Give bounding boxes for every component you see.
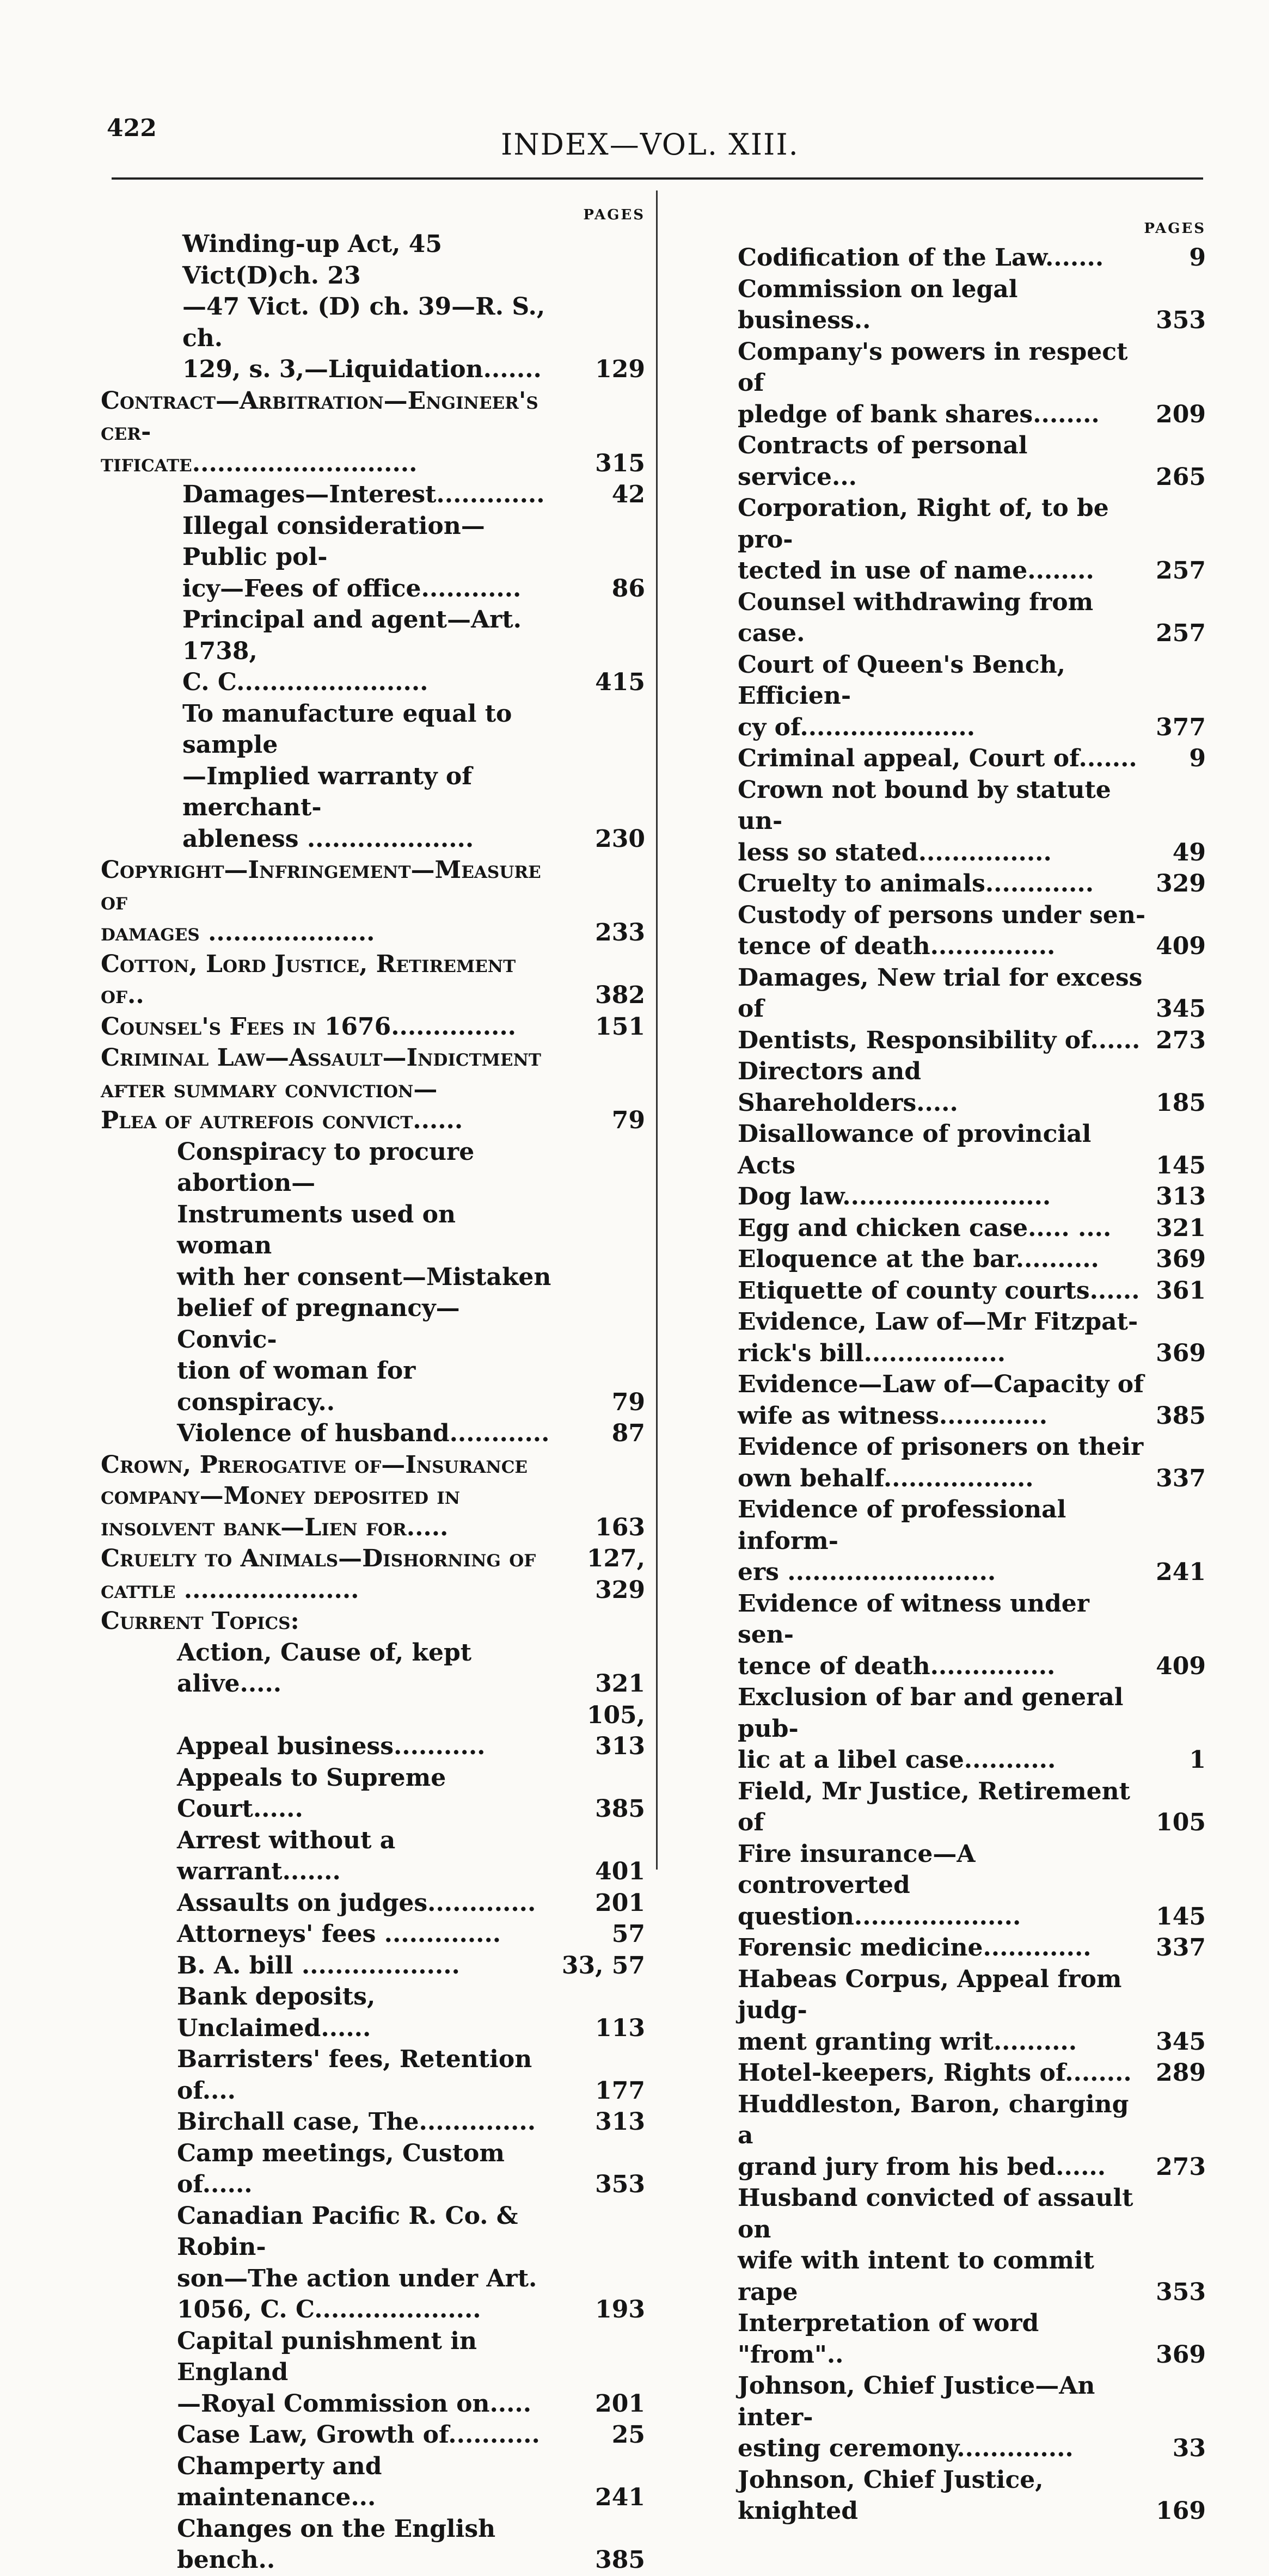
index-entry-page: 289 xyxy=(1156,2059,1206,2087)
column-divider xyxy=(656,190,658,1870)
index-entry xyxy=(101,511,645,605)
index-entry-text: Dentists, Responsibility of...... xyxy=(738,1026,1141,1054)
index-entry-page: 382 xyxy=(595,981,645,1009)
index-entry-text: Cotton, Lord Justice, Retirement of.. xyxy=(101,950,516,1009)
index-entry xyxy=(738,2464,1206,2527)
index-entry-page: 313 xyxy=(1156,1183,1206,1210)
index-entry-text: Counsel's Fees in 1676............... xyxy=(101,1012,516,1041)
index-entry-page: 87 xyxy=(611,1419,645,1447)
index-entry xyxy=(101,385,645,479)
index-entry-page: 353 xyxy=(595,2171,645,2198)
index-entry xyxy=(738,1025,1206,1056)
index-entry xyxy=(101,1136,645,1418)
index-entry-text: Contract—Arbitration—Engineer's cer- tificate........................... xyxy=(101,386,538,477)
index-entry xyxy=(738,1369,1206,1431)
index-entry-text: Appeal business........... xyxy=(177,1732,486,1760)
index-entry-page: 201 xyxy=(595,2389,645,2418)
index-entry xyxy=(738,962,1206,1025)
index-entry-text: Cruelty to animals............. xyxy=(738,870,1094,897)
index-entry xyxy=(738,2308,1206,2370)
index-entry-text: Commission on legal business.. xyxy=(738,275,1018,334)
index-entry-page: 265 xyxy=(1156,463,1206,491)
index-entry-text: Etiquette of county courts...... xyxy=(738,1276,1140,1305)
index-entry-text: Principal and agent—Art. 1738, C. C....................... xyxy=(182,606,522,696)
index-entry xyxy=(738,1776,1206,1839)
index-entry-text: Codification of the Law....... xyxy=(738,244,1104,272)
index-entry-text: Eloquence at the bar.......... xyxy=(738,1245,1099,1273)
index-entry-page: 369 xyxy=(1156,1339,1206,1367)
right-entry-list xyxy=(738,242,1206,2527)
index-entry-page: 127, 329 xyxy=(586,1545,645,1604)
page-number: 422 xyxy=(107,114,157,142)
index-entry xyxy=(738,1244,1206,1275)
index-entry-text: Court of Queen's Bench, Efficien- cy of..................... xyxy=(738,650,1065,741)
index-entry-text: Appeals to Supreme Court...... xyxy=(177,1763,446,1823)
index-entry xyxy=(738,493,1206,587)
index-entry-text: Winding-up Act, 45 Vict(D)ch. 23 —47 Vict. (D) ch. 39—R. S., ch. 129, s. 3,—Liquidation....... xyxy=(182,230,545,383)
index-entry-page: 209 xyxy=(1156,400,1206,428)
index-entry xyxy=(738,649,1206,743)
index-entry-page: 129 xyxy=(595,355,645,383)
index-entry-page: 79 xyxy=(611,1388,645,1416)
index-entry xyxy=(101,1418,645,1449)
index-entry-text: Johnson, Chief Justice, knighted xyxy=(738,2466,1044,2525)
index-entry-page: 145 xyxy=(1156,1902,1206,1931)
index-entry-text: Field, Mr Justice, Retirement of xyxy=(738,1777,1130,1836)
index-entry-text: Dog law......................... xyxy=(738,1183,1051,1210)
index-entry-text: Habeas Corpus, Appeal from judg- ment granting writ.......... xyxy=(738,1965,1122,2056)
index-entry-text: Interpretation of word "from".. xyxy=(738,2309,1039,2369)
index-entry-page: 163 xyxy=(595,1513,645,1541)
index-entry-text: Bank deposits, Unclaimed...... xyxy=(177,1983,376,2042)
pages-label: PAGES xyxy=(583,207,645,223)
index-entry-page: 257 xyxy=(1156,619,1206,647)
index-entry-page: 33, 57 xyxy=(561,1951,645,1979)
index-entry xyxy=(101,949,645,1011)
header-rule xyxy=(112,177,1203,180)
index-entry-text: Johnson, Chief Justice—An inter- esting ceremony.............. xyxy=(738,2372,1095,2462)
index-entry-text: Directors and Shareholders..... xyxy=(738,1058,958,1117)
index-entry xyxy=(738,430,1206,493)
index-entry xyxy=(738,1964,1206,2058)
index-entry-page: 257 xyxy=(1156,557,1206,585)
index-entry-page: 273 xyxy=(1156,1026,1206,1054)
index-entry xyxy=(738,2057,1206,2089)
index-entry-text: Canadian Pacific R. Co. & Robin- son—The action under Art. 1056, C. C.................... xyxy=(177,2202,537,2323)
index-entry-text: Damages—Interest............. xyxy=(182,481,545,508)
index-entry-text: Custody of persons under sen- tence of death............... xyxy=(738,901,1146,960)
index-entry xyxy=(738,1275,1206,1307)
index-entry-text: Exclusion of bar and general pub- lic at a libel case........... xyxy=(738,1683,1124,1774)
index-entry-page: 409 xyxy=(1156,1652,1206,1680)
index-entry xyxy=(738,1213,1206,1244)
index-entry-text: Illegal consideration—Public pol- icy—Fees of office............ xyxy=(182,512,522,602)
index-entry xyxy=(738,1932,1206,1964)
index-entry-text: Company's powers in respect of pledge of bank shares........ xyxy=(738,337,1128,428)
index-entry-page: 369 xyxy=(1156,2340,1206,2369)
index-entry-text: Violence of husband............ xyxy=(177,1419,550,1447)
index-entry xyxy=(101,1637,645,1700)
index-entry xyxy=(101,1950,645,1982)
index-entry-page: 241 xyxy=(1156,1558,1206,1586)
index-entry xyxy=(101,698,645,855)
index-entry xyxy=(738,1181,1206,1213)
right-index-column xyxy=(738,220,1206,2527)
index-entry-text: Camp meetings, Custom of...... xyxy=(177,2139,505,2198)
index-entry-page: 177 xyxy=(595,2076,645,2105)
index-entry-page: 185 xyxy=(1156,1089,1206,1117)
index-entry-page: 313 xyxy=(595,2108,645,2136)
index-entry xyxy=(738,274,1206,336)
index-entry xyxy=(101,1543,645,1606)
index-entry-text: Cruelty to Animals—Dishorning of cattle ..................... xyxy=(101,1545,536,1604)
index-entry xyxy=(738,1056,1206,1118)
index-entry xyxy=(738,242,1206,274)
pages-label: PAGES xyxy=(1144,220,1206,237)
index-entry-page: 401 xyxy=(595,1858,645,1885)
index-entry-page: 49 xyxy=(1172,838,1206,866)
index-entry-page: 86 xyxy=(611,574,645,602)
index-entry-text: Evidence—Law of—Capacity of wife as witness............. xyxy=(738,1370,1144,1430)
index-entry-page: 9 xyxy=(1189,244,1206,272)
index-entry xyxy=(738,868,1206,900)
index-entry-page: 201 xyxy=(595,1889,645,1917)
index-entry-page: 377 xyxy=(1156,713,1206,741)
index-entry-page: 409 xyxy=(1156,932,1206,960)
index-entry-page: 385 xyxy=(595,1795,645,1823)
index-entry-page: 230 xyxy=(595,825,645,853)
index-entry xyxy=(738,1306,1206,1369)
index-entry xyxy=(738,1588,1206,1682)
index-entry xyxy=(738,1118,1206,1181)
index-entry-page: 337 xyxy=(1156,1934,1206,1962)
index-entry-text: Evidence of professional inform- ers ......................... xyxy=(738,1496,1066,1586)
index-entry-page: 113 xyxy=(595,2014,645,2042)
index-entry-page: 345 xyxy=(1156,995,1206,1023)
index-entry-text: Champerty and maintenance... xyxy=(177,2452,382,2511)
index-entry-text: Forensic medicine............. xyxy=(738,1934,1092,1962)
index-entry-page: 57 xyxy=(611,1920,645,1948)
index-entry xyxy=(738,336,1206,431)
index-entry xyxy=(101,2419,645,2451)
index-entry-page: 42 xyxy=(611,481,645,508)
index-entry-text: Crown, Prerogative of—Insurance company—Money deposited in insolvent bank—Lien for..... xyxy=(101,1450,528,1541)
index-entry xyxy=(101,1042,645,1136)
index-entry xyxy=(101,604,645,698)
index-entry xyxy=(738,1431,1206,1494)
index-entry-text: To manufacture equal to sample —Implied warranty of merchant- ableness .................... xyxy=(182,699,512,853)
index-entry xyxy=(101,479,645,511)
index-entry-text: Counsel withdrawing from case. xyxy=(738,588,1094,647)
index-entry xyxy=(738,2370,1206,2464)
index-entry xyxy=(738,587,1206,649)
index-entry xyxy=(101,1981,645,2044)
index-entry-page: 169 xyxy=(1156,2497,1206,2525)
index-entry-page: 415 xyxy=(595,668,645,696)
index-entry-page: 145 xyxy=(1156,1151,1206,1179)
index-entry-page: 79 xyxy=(611,1106,645,1134)
index-entry-page: 25 xyxy=(611,2421,645,2449)
index-entry-text: Contracts of personal service... xyxy=(738,432,1028,491)
left-index-column xyxy=(101,207,645,2576)
index-entry-page: 385 xyxy=(1156,1401,1206,1430)
index-entry-text: Case Law, Growth of........... xyxy=(177,2421,540,2449)
index-entry-text: Attorneys' fees .............. xyxy=(177,1920,501,1948)
index-entry xyxy=(101,2200,645,2326)
index-entry-text: Disallowance of provincial Acts xyxy=(738,1120,1092,1179)
index-entry xyxy=(738,1494,1206,1588)
index-entry-text: Barristers' fees, Retention of.... xyxy=(177,2045,532,2105)
index-entry-text: Criminal Law—Assault—Indictment after summary conviction— Plea of autrefois convict...... xyxy=(101,1044,541,1134)
index-entry xyxy=(101,1888,645,1919)
index-entry xyxy=(101,1762,645,1825)
index-entry xyxy=(101,2451,645,2513)
index-entry-text: Current Topics: xyxy=(101,1607,299,1635)
index-entry-page: 329 xyxy=(1156,870,1206,897)
index-entry-text: Fire insurance—A controverted question.................... xyxy=(738,1840,1021,1931)
index-entry-text: Hotel-keepers, Rights of........ xyxy=(738,2059,1132,2087)
index-entry-page: 105 xyxy=(1156,1809,1206,1836)
index-entry xyxy=(738,1839,1206,1933)
index-entry xyxy=(101,2513,645,2576)
index-entry-page: 369 xyxy=(1156,1245,1206,1273)
index-entry-page: 9 xyxy=(1189,745,1206,772)
index-entry xyxy=(101,1825,645,1888)
index-entry-text: Conspiracy to procure abortion— Instruments used on woman with her consent—Mistaken belief of pregnancy—Convic- tion of woman for conspiracy.. xyxy=(177,1138,551,1416)
index-entry-page: 345 xyxy=(1156,2027,1206,2056)
index-entry-text: Action, Cause of, kept alive..... xyxy=(177,1638,472,1698)
index-entry-text: Huddleston, Baron, charging a grand jury from his bed...... xyxy=(738,2090,1129,2181)
index-entry-page: 105, 313 xyxy=(586,1701,645,1760)
index-entry-text: Birchall case, The.............. xyxy=(177,2108,536,2136)
index-entry-text: Assaults on judges............. xyxy=(177,1889,536,1917)
index-entry xyxy=(101,2044,645,2106)
index-entry-text: B. A. bill ................... xyxy=(177,1951,460,1979)
index-entry-page: 273 xyxy=(1156,2153,1206,2181)
index-entry-text: Changes on the English bench.. xyxy=(177,2514,496,2574)
index-entry-page: 241 xyxy=(595,2483,645,2511)
index-entry xyxy=(101,2106,645,2138)
index-entry xyxy=(101,854,645,949)
index-entry-page: 353 xyxy=(1156,2278,1206,2306)
index-entry xyxy=(101,2138,645,2200)
index-entry-text: Evidence, Law of—Mr Fitzpat- rick's bill................. xyxy=(738,1308,1138,1367)
index-entry-page: 151 xyxy=(595,1012,645,1041)
index-entry-page: 337 xyxy=(1156,1464,1206,1492)
index-entry xyxy=(101,1919,645,1950)
index-entry xyxy=(101,1011,645,1043)
index-entry-text: Husband convicted of assault on wife with intent to commit rape xyxy=(738,2184,1133,2306)
index-entry xyxy=(101,2326,645,2420)
index-entry xyxy=(738,2182,1206,2308)
index-entry-text: Criminal appeal, Court of....... xyxy=(738,745,1137,772)
index-entry xyxy=(101,1606,645,1637)
index-entry xyxy=(738,1682,1206,1776)
index-entry-page: 193 xyxy=(595,2296,645,2323)
index-entry-text: Evidence of prisoners on their own behalf.................. xyxy=(738,1433,1144,1492)
index-entry-page: 315 xyxy=(595,449,645,477)
index-entry-text: Corporation, Right of, to be pro- tected in use of name........ xyxy=(738,494,1109,585)
index-entry xyxy=(738,2089,1206,2183)
index-entry-page: 361 xyxy=(1156,1276,1206,1305)
index-entry-page: 233 xyxy=(595,919,645,946)
index-entry-text: Crown not bound by statute un- less so stated................ xyxy=(738,776,1111,866)
index-entry-page: 385 xyxy=(595,2546,645,2574)
index-entry-text: Damages, New trial for excess of xyxy=(738,963,1143,1023)
index-entry-page: 33 xyxy=(1172,2434,1206,2462)
index-entry-text: Egg and chicken case..... .... xyxy=(738,1214,1112,1242)
index-entry xyxy=(101,229,645,385)
index-entry-page: 321 xyxy=(1156,1214,1206,1242)
index-entry xyxy=(101,1449,645,1544)
left-entry-list xyxy=(101,229,645,2576)
index-entry xyxy=(738,774,1206,869)
index-entry-page: 321 xyxy=(595,1670,645,1698)
index-entry xyxy=(101,1700,645,1762)
running-title: INDEX—VOL. XIII. xyxy=(501,127,799,162)
index-entry-page: 353 xyxy=(1156,306,1206,334)
index-entry-text: Evidence of witness under sen- tence of death............... xyxy=(738,1589,1089,1680)
index-entry-page: 1 xyxy=(1189,1746,1206,1774)
index-entry-text: Copyright—Infringement—Measure of damages .................... xyxy=(101,856,541,946)
index-entry xyxy=(738,900,1206,962)
index-entry-text: Capital punishment in England —Royal Commission on..... xyxy=(177,2327,532,2418)
index-entry-text: Arrest without a warrant....... xyxy=(177,1826,396,1885)
index-entry xyxy=(738,743,1206,774)
